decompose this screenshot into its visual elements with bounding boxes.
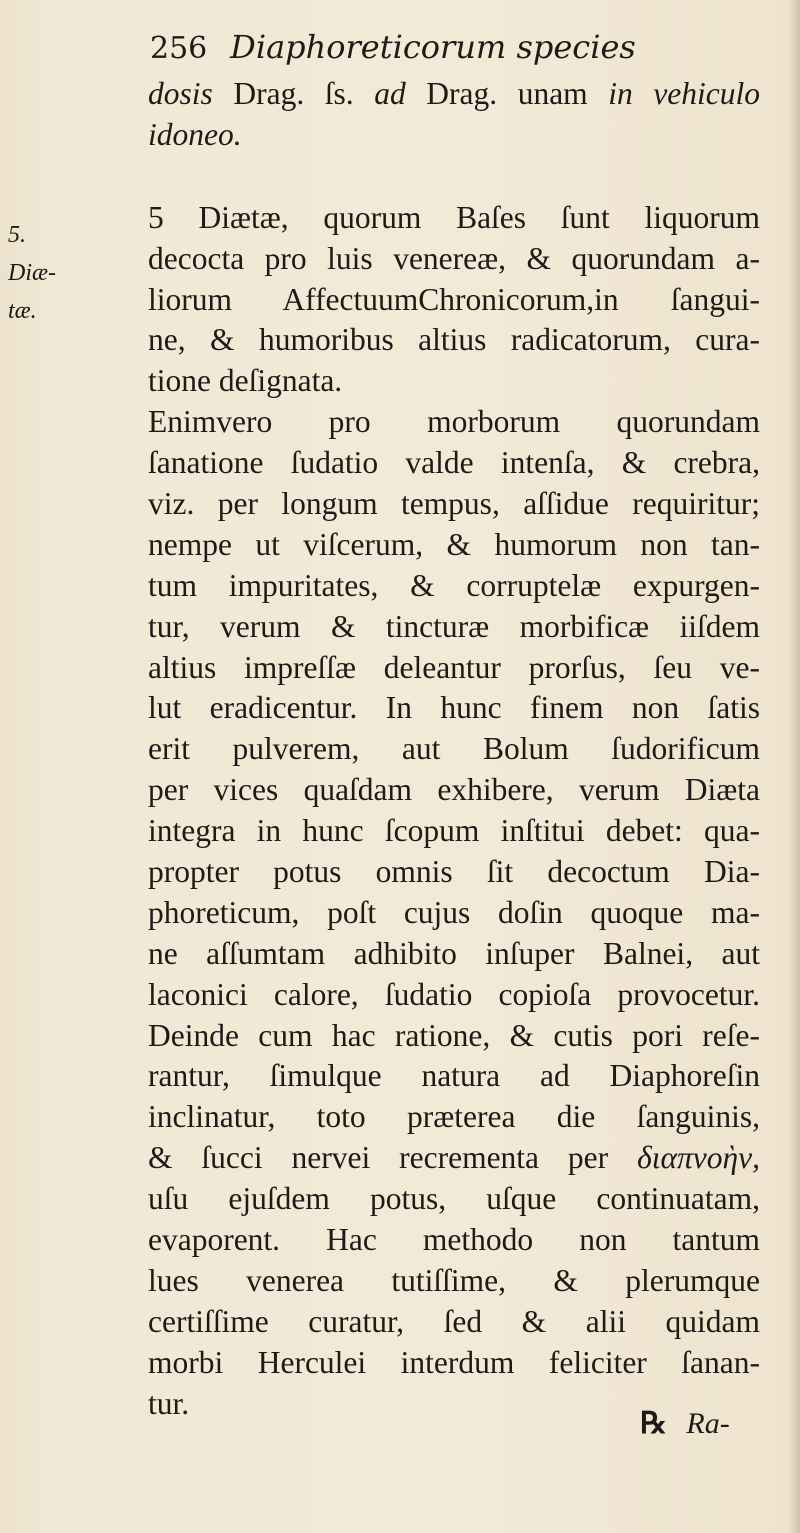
text-line xyxy=(148,74,760,115)
margin-note-line: 5. Diæ- xyxy=(8,222,56,286)
margin-note-line: tæ. xyxy=(8,298,37,324)
italic-text: idoneo. xyxy=(148,116,242,152)
paragraph-gap xyxy=(148,156,760,198)
text-line xyxy=(148,1016,760,1057)
text-line xyxy=(148,1056,760,1097)
roman-text: rantur, ſimulque natura ad Diaphoreſin xyxy=(148,1058,760,1094)
roman-text: Deinde cum hac ratione, & cutis pori reſe- xyxy=(148,1017,760,1053)
roman-text: lues venerea tutiſſime, & plerumque xyxy=(148,1262,760,1298)
roman-text: tum impuritates, & corruptelæ expurgen- xyxy=(148,567,760,603)
text-line xyxy=(148,484,760,525)
text-line xyxy=(148,1220,760,1261)
roman-text: Enimvero pro morborum quorundam xyxy=(148,404,760,440)
text-line xyxy=(148,320,760,361)
roman-text: viz. per longum tempus, aſſidue requiritur; xyxy=(148,486,760,522)
roman-text: inclinatur, toto præterea die ſanguinis, xyxy=(148,1099,760,1135)
text-line xyxy=(148,1179,760,1220)
text-line xyxy=(148,198,760,239)
roman-text: decocta pro luis venereæ, & quorundam a- xyxy=(148,240,760,276)
text-line xyxy=(148,934,760,975)
body-text xyxy=(148,74,760,1425)
roman-text: & ſucci nervei recrementa per xyxy=(148,1140,638,1176)
roman-text: lut eradicentur. In hunc finem non ſatis xyxy=(148,690,760,726)
text-line xyxy=(148,688,760,729)
text-line xyxy=(148,1343,760,1384)
page-edge-shadow xyxy=(788,0,800,1533)
text-line xyxy=(148,525,760,566)
roman-text: morbi Herculei interdum feliciter ſanan- xyxy=(148,1344,760,1380)
roman-text: liorum AffectuumChronicorum,in ſangui- xyxy=(148,281,760,317)
text-line xyxy=(148,115,760,156)
italic-text: in vehiculo xyxy=(608,76,760,111)
roman-text: tur. xyxy=(148,1385,190,1421)
running-title: Diaphoreticorum species xyxy=(230,28,636,66)
roman-text: erit pulverem, aut Bolum ſudorificum xyxy=(148,731,760,767)
roman-text: ne aſſumtam adhibito inſuper Balnei, aut xyxy=(148,935,760,971)
text-line xyxy=(148,1302,760,1343)
text-line xyxy=(148,239,760,280)
page-number: 256 xyxy=(150,31,208,66)
catchword xyxy=(640,1402,760,1446)
roman-text: evaporent. Hac methodo non tantum xyxy=(148,1222,760,1258)
text-line xyxy=(148,648,760,689)
text-line xyxy=(148,607,760,648)
roman-text: certiſſime curatur, ſed & alii quidam xyxy=(148,1303,760,1339)
roman-text: ſanatione ſudatio valde intenſa, & crebra, xyxy=(148,445,760,481)
text-line xyxy=(148,975,760,1016)
roman-text: laconici calore, ſudatio copioſa provocetur. xyxy=(148,976,760,1012)
italic-text: dosis xyxy=(148,76,213,111)
roman-text: nempe ut viſcerum, & humorum non tan- xyxy=(148,526,760,562)
text-line xyxy=(148,729,760,770)
catchword-text: Ra- xyxy=(686,1407,730,1440)
roman-text: phoreticum, poſt cujus doſin quoque ma- xyxy=(148,894,760,930)
roman-text: ne, & humoribus altius radicatorum, cura- xyxy=(148,322,760,358)
roman-text: uſu ejuſdem potus, uſque continuatam, xyxy=(148,1181,760,1217)
running-header xyxy=(150,22,750,72)
roman-text: per vices quaſdam exhibere, verum Diæta xyxy=(148,772,760,808)
text-line xyxy=(148,566,760,607)
text-line xyxy=(148,852,760,893)
roman-text: tione deſignata. xyxy=(148,363,343,399)
italic-text: ad xyxy=(374,76,406,111)
text-line xyxy=(148,443,760,484)
roman-text: altius impreſſæ deleantur prorſus, ſeu ve- xyxy=(148,649,760,685)
text-line xyxy=(148,1261,760,1302)
text-line xyxy=(148,1138,760,1179)
recipe-symbol: ℞ xyxy=(640,1407,667,1440)
italic-text: διαπνοὴν, xyxy=(637,1140,760,1176)
roman-text: propter potus omnis ſit decoctum Dia- xyxy=(148,854,760,890)
text-line xyxy=(148,280,760,321)
text-line xyxy=(148,893,760,934)
text-line xyxy=(148,1097,760,1138)
roman-text: 5 Diætæ, quorum Baſes ſunt liquorum xyxy=(148,199,760,235)
roman-text: Drag. unam xyxy=(405,76,609,111)
text-line xyxy=(148,402,760,443)
margin-note xyxy=(8,216,78,330)
roman-text: integra in hunc ſcopum inſtitui debet: qua- xyxy=(148,813,760,849)
text-line xyxy=(148,361,760,402)
text-line xyxy=(148,770,760,811)
text-line xyxy=(148,811,760,852)
roman-text: tur, verum & tincturæ morbificæ iiſdem xyxy=(148,608,760,644)
roman-text: Drag. ſs. xyxy=(212,76,375,111)
